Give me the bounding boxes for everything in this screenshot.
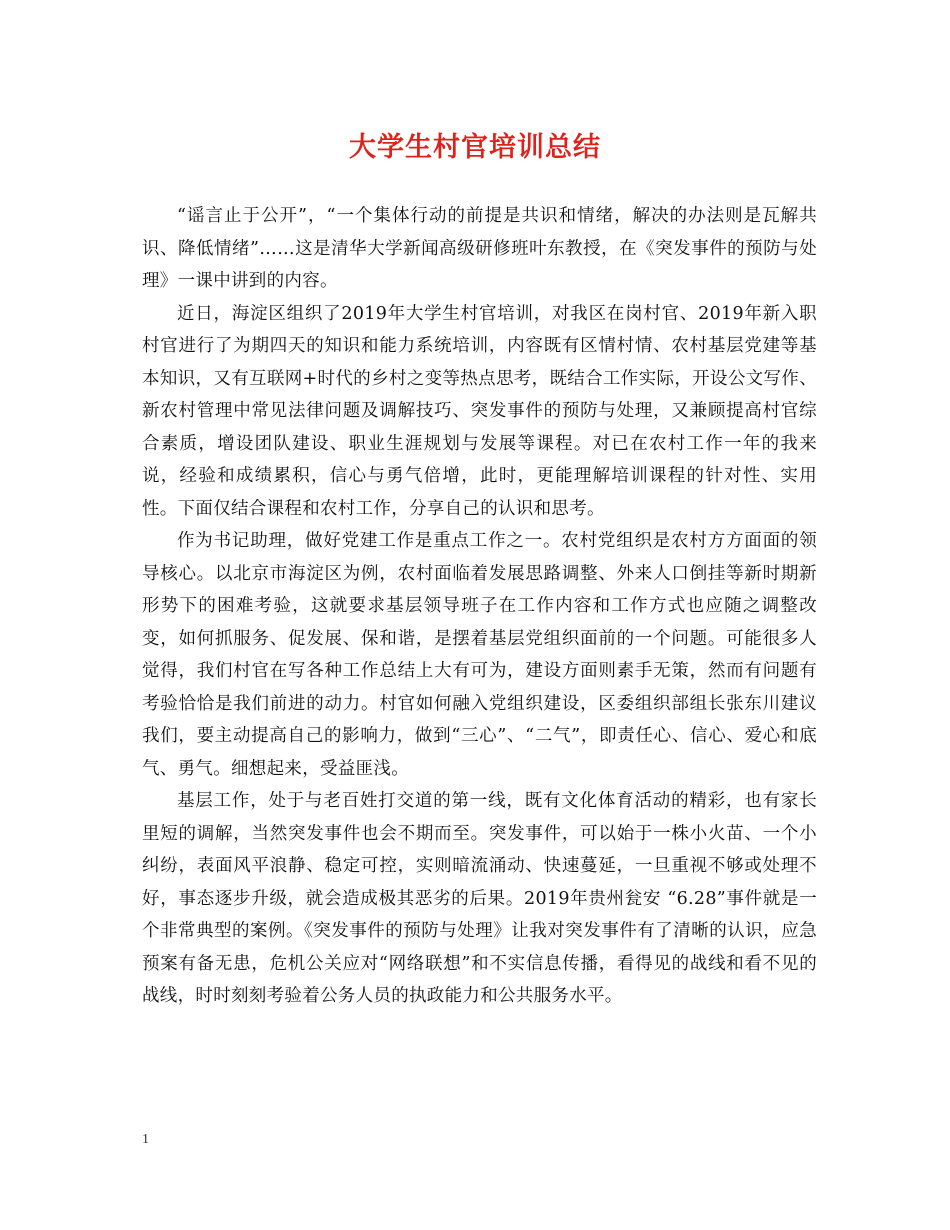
page-number: 1 <box>142 1132 149 1147</box>
document-title: 大学生村官培训总结 <box>349 132 601 163</box>
paragraph-1: “谣言止于公开”，“一个集体行动的前提是共识和情绪，解决的办法则是瓦解共识、降低情绪”……这是清华大学新闻高级研修班叶东教授，在《突发事件的预防与处理》一课中讲到的内容。 <box>142 206 817 291</box>
paragraph-4: 基层工作，处于与老百姓打交道的第一线，既有文化体育活动的精彩，也有家长里短的调解，当然突发事件也会不期而至。突发事件，可以始于一株小火苗、一个小纠纷，表面风平浪静、稳定可控，实则暗流涌动、快速蔓延，一旦重视不够或处理不好，事态逐步升级，就会造成极其恶劣的后果。2019年贵州瓮安 “6.28”事件就是一个非常典型的案例。《突发事件的预防与处理》让我对突发事件有了清晰的认识，应急预案有备无患，危机公关应对“网络联想”和不实信息传播，看得见的战线和看不见的战线，时时刻刻考验着公务人员的执政能力和公共服务水平。 <box>142 791 817 1006</box>
paragraph-2: 近日，海淀区组织了2019年大学生村官培训，对我区在岗村官、2019年新入职村官进行了为期四天的知识和能力系统培训，内容既有区情村情、农村基层党建等基本知识，又有互联网+时代的乡村之变等热点思考，既结合工作实际，开设公文写作、新农村管理中常见法律问题及调解技巧、突发事件的预防与处理，又兼顾提高村官综合素质，增设团队建设、职业生涯规划与发展等课程。对已在农村工作一年的我来说，经验和成绩累积，信心与勇气倍增，此时，更能理解培训课程的针对性、实用性。下面仅结合课程和农村工作，分享自己的认识和思考。 <box>142 303 817 519</box>
document-body <box>142 200 817 1013</box>
paragraph-3: 作为书记助理，做好党建工作是重点工作之一。农村党组织是农村方方面面的领导核心。以北京市海淀区为例，农村面临着发展思路调整、外来人口倒挂等新时期新形势下的困难考验，这就要求基层领导班子在工作内容和工作方式也应随之调整改变，如何抓服务、促发展、保和谐，是摆着基层党组织面前的一个问题。可能很多人觉得，我们村官在写各种工作总结上大有可为，建设方面则素手无策，然而有问题有考验恰恰是我们前进的动力。村官如何融入党组织建设，区委组织部组长张东川建议我们，要主动提高自己的影响力，做到“三心”、“二气”，即责任心、信心、爱心和底气、勇气。细想起来，受益匪浅。 <box>142 531 817 779</box>
